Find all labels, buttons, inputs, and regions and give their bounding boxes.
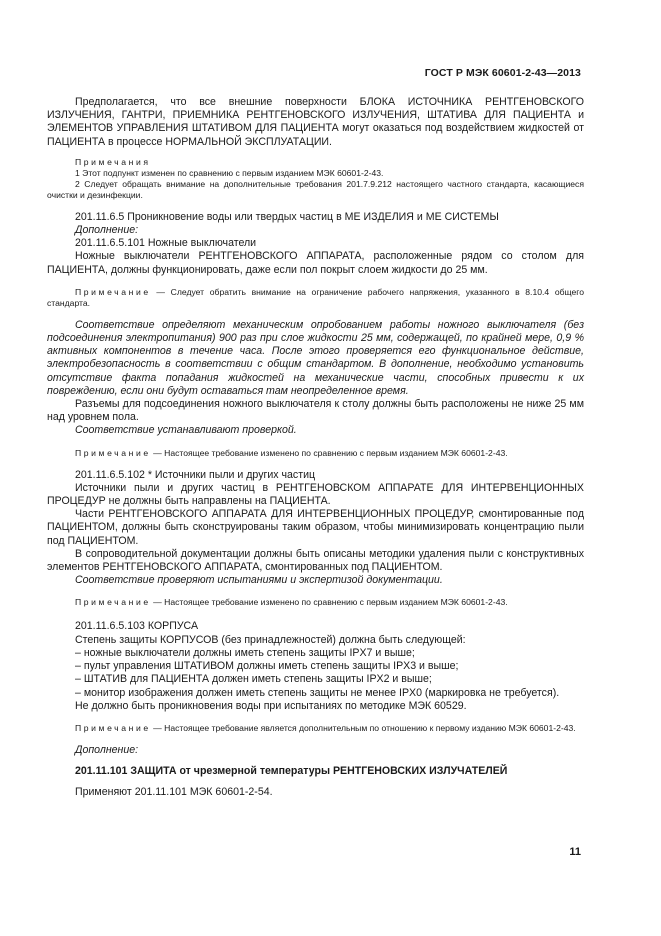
list-item: – пульт управления ШТАТИВОМ должны иметь степень защиты IPX3 и выше; (75, 660, 459, 673)
note-text: — Следует обратить внимание на ограничение рабочего напряжения, указанного в 8.10.4 общего стандарта. (47, 286, 584, 308)
water-test-statement: Не должно быть проникновения воды при испытаниях по методике МЭК 60529. (75, 699, 467, 712)
foot-switch-requirement: Ножные выключатели РЕНТГЕНОВСКОГО АППАРАТА, расположенные рядом со столом для ПАЦИЕНТА, должны функционировать, даже если пол покрыт слоем жидкости до 25 мм. (47, 250, 584, 276)
foot-switch-compliance: Соответствие определяют механическим опробованием работы ножного выключателя (без подсоединения электропитания) 900 раз при слое жидкости 25 мм, содержащей, по крайней мере, 0,9 % активных компонентов в течение часа. После этого проверяется его функциональное действие, электробезопасность в соответствии с общим стандартом. В дополнение, необходимо установить отсутствие факта попадания жидкостей на механические части, способных привести к их повреждению, если они будут оставаться там неопределенное время. (47, 318, 584, 397)
note-item-2: 2 Следует обращать внимание на дополнительные требования 201.7.9.212 настоящего частного стандарта, касающиеся очистки и дезинфекции. (47, 178, 584, 200)
notes-block (47, 157, 584, 201)
intro-paragraph: Предполагается, что все внешние поверхности БЛОКА ИСТОЧНИКА РЕНТГЕНОВСКОГО ИЗЛУЧЕНИЯ, ГАНТРИ, ПРИЕМНИКА РЕНТГЕНОВСКОГО ИЗЛУЧЕНИЯ, ШТАТИВА ДЛЯ ПАЦИЕНТА и ЭЛЕМЕНТОВ УПРАВЛЕНИЯ ШТАТИВОМ ДЛЯ ПАЦИЕНТА могут оказаться под воздействием жидкостей от ПАЦИЕНТА в процессе НОРМАЛЬНОЙ ЭКСПЛУАТАЦИИ. (47, 96, 584, 148)
notes-label: Примечания (75, 156, 151, 167)
note-text: — Настоящее требование изменено по сравнению с первым изданием МЭК 60601-2-43. (150, 597, 508, 608)
addition-label-2: Дополнение: (75, 743, 139, 756)
list-item: – ШТАТИВ для ПАЦИЕНТА должен иметь степень защиты IPX2 и выше; (75, 673, 432, 686)
note-voltage (47, 287, 584, 309)
note-text: — Настоящее требование является дополнительным по отношению к первому изданию МЭК 60601-2-43. (150, 722, 576, 733)
note-item-1: 1 Этот подпункт изменен по сравнению с первым изданием МЭК 60601-2-43. (75, 167, 384, 178)
list-item: – монитор изображения должен иметь степень защиты не менее IPX0 (маркировка не требуется). (75, 686, 560, 699)
document-header: ГОСТ Р МЭК 60601-2-43—2013 (424, 67, 581, 79)
dust-paragraph-2: Части РЕНТГЕНОВСКОГО АППАРАТА ДЛЯ ИНТЕРВЕНЦИОННЫХ ПРОЦЕДУР, смонтированные под ПАЦИЕНТОМ, должны быть сконструированы таким образом, чтобы минимизировать концентрацию пыли под ПАЦИЕНТОМ. (47, 508, 584, 547)
list-item: – ножные выключатели должны иметь степень защиты IPX7 и выше; (75, 646, 415, 659)
section-title-201-11-6-5-101: 201.11.6.5.101 Ножные выключатели (75, 237, 257, 250)
inspection-compliance: Соответствие устанавливают проверкой. (75, 424, 297, 437)
section-201-11-101-text: Применяют 201.11.101 МЭК 60601-2-54. (75, 786, 273, 799)
section-title-201-11-6-5-103: 201.11.6.5.103 КОРПУСА (75, 620, 199, 633)
page-number: 11 (569, 846, 581, 858)
document-body (47, 96, 584, 800)
note-label: Примечание (75, 597, 151, 608)
section-title-201-11-101: 201.11.101 ЗАЩИТА от чрезмерной температуры РЕНТГЕНОВСКИХ ИЗЛУЧАТЕЛЕЙ (75, 765, 508, 778)
note-label: Примечание (75, 722, 151, 733)
dust-compliance: Соответствие проверяют испытаниями и экспертизой документации. (75, 574, 443, 587)
note-additional-103 (47, 723, 584, 734)
section-title-201-11-6-5-102: 201.11.6.5.102 * Источники пыли и других частиц (75, 468, 316, 481)
addition-label: Дополнение: (75, 224, 139, 237)
note-text: — Настоящее требование изменено по сравнению с первым изданием МЭК 60601-2-43. (150, 447, 508, 458)
note-label: Примечание (75, 286, 151, 297)
section-title-201-11-6-5: 201.11.6.5 Проникновение воды или твердых частиц в МЕ ИЗДЕЛИЯ и МЕ СИСТЕМЫ (75, 210, 499, 223)
note-label: Примечание (75, 447, 151, 458)
connectors-requirement: Разъемы для подсоединения ножного выключателя к столу должны быть расположены не ниже 25 мм над уровнем пола. (47, 398, 584, 424)
enclosures-intro: Степень защиты КОРПУСОВ (без принадлежностей) должна быть следующей: (75, 633, 466, 646)
note-changed-101 (47, 448, 584, 459)
dust-paragraph-3: В сопроводительной документации должны быть описаны методики удаления пыли с конструктивных элементов РЕНТГЕНОВСКОГО АППАРАТА, смонтированных под ПАЦИЕНТОМ. (47, 547, 584, 574)
note-changed-102 (47, 597, 584, 608)
dust-paragraph-1: Источники пыли и других частиц в РЕНТГЕНОВСКОМ АППАРАТЕ ДЛЯ ИНТЕРВЕНЦИОННЫХ ПРОЦЕДУР не должны быть направлены на ПАЦИЕНТА. (47, 481, 584, 508)
